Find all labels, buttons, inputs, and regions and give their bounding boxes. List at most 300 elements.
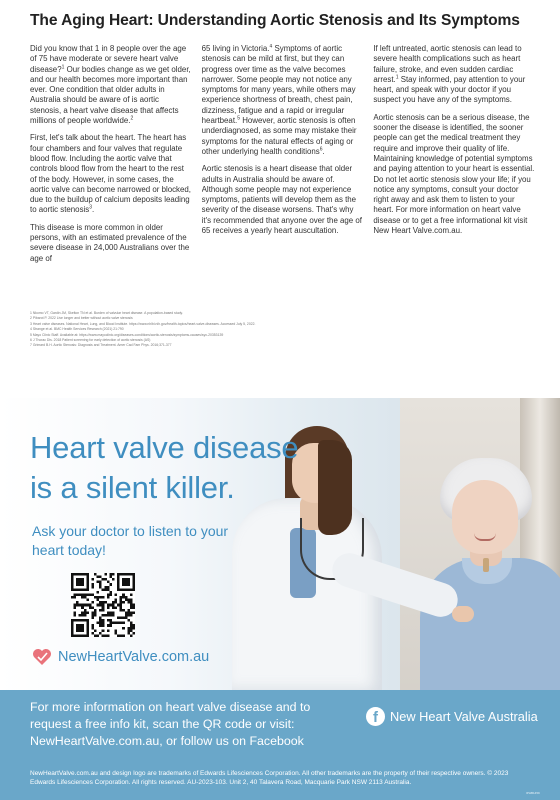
qr-module: [71, 596, 74, 599]
qr-module: [132, 624, 135, 627]
qr-module: [91, 586, 94, 589]
qr-module: [97, 576, 100, 579]
qr-module: [97, 596, 100, 599]
qr-module: [102, 622, 105, 625]
legal-text: NewHeartValve.com.au and design logo are trademarks of Edwards Lifesciences Corporation. All other trademarks are the property of their respective owners. © 2023 Edwards Lifesciences Corporation. All rights reserved. AU-2023-103. Unit 2, 40 Talavera Road, Macquarie Park NSW 2113 Australia.: [30, 770, 509, 787]
facebook-link[interactable]: [366, 707, 538, 726]
qr-module: [71, 619, 74, 622]
qr-module: [132, 632, 135, 635]
qr-module: [122, 627, 125, 630]
qr-module: [127, 611, 130, 614]
qr-module: [81, 627, 84, 630]
qr-module: [127, 619, 130, 622]
qr-module: [127, 583, 130, 586]
qr-module: [86, 576, 89, 579]
qr-module: [74, 606, 77, 609]
qr-module: [86, 588, 89, 591]
qr-module: [71, 588, 74, 591]
qr-module: [84, 614, 87, 617]
qr-module: [102, 609, 105, 612]
paragraph: Did you know that 1 in 8 people over the age of 75 have moderate or severe heart valve disease?$^1$ Our bodies change as we get older, and our health becomes more important than ever. One condition that older adults in Australia should be aware of is aortic stenosis, a heart valve disease that affects millions of people worldwide.$^2$: [30, 44, 191, 126]
paragraph: 65 living in Victoria.$^4$ Symptoms of aortic stenosis can be mild at first, but they can progress over time as the valve becomes narrower. Some people may not notice any symptoms for many years, while others may experience shortness of breath, chest pain, dizziness, fatigue and a rapid or irregular heartbeat.$^5$ However, aortic stenosis is often underdiagnosed, as some may mistake their symptoms for the natural effects of aging or other underlying health conditions$^6$.: [201, 44, 357, 156]
qr-module: [71, 622, 74, 625]
reference-item: 4 Strange et al. BMC Health Services Research (2021) 21:790: [30, 327, 124, 332]
qr-module: [117, 578, 120, 581]
qr-module: [79, 588, 82, 591]
qr-module: [86, 573, 89, 576]
qr-module: [120, 617, 123, 620]
qr-module: [91, 617, 94, 620]
qr-module: [122, 573, 125, 576]
qr-module: [120, 622, 123, 625]
qr-module: [91, 606, 94, 609]
qr-module: [130, 624, 133, 627]
qr-module: [76, 624, 79, 627]
qr-module: [122, 578, 125, 581]
qr-module: [102, 624, 105, 627]
qr-module: [74, 614, 77, 617]
qr-module: [89, 604, 92, 607]
qr-module: [71, 586, 74, 589]
qr-module: [104, 573, 107, 576]
qr-module: [76, 578, 79, 581]
qr-module: [107, 629, 110, 632]
qr-module: [84, 596, 87, 599]
qr-module: [122, 617, 125, 620]
glasses-arm: [483, 558, 489, 572]
qr-module: [99, 617, 102, 620]
qr-module: [102, 619, 105, 622]
qr-module: [125, 611, 128, 614]
qr-module: [132, 578, 135, 581]
qr-module: [97, 591, 100, 594]
paragraph: If left untreated, aortic stenosis can lead to severe health complications such as heart failure, stroke, and even sudden cardiac arrest.$^1$ Stay informed, pay attention to your heart, and speak with your doctor if you suspect you have any of the symptoms.: [373, 44, 526, 105]
qr-module: [127, 614, 130, 617]
qr-module: [84, 593, 87, 596]
qr-module: [132, 576, 135, 579]
qr-module: [76, 619, 79, 622]
qr-module: [76, 588, 79, 591]
document-code: IPHB1459: [526, 791, 540, 795]
qr-module: [107, 611, 110, 614]
qr-module: [89, 606, 92, 609]
qr-module: [104, 586, 107, 589]
hero-headline: Heart valve disease is a silent killer.: [30, 430, 299, 505]
qr-module: [79, 634, 82, 637]
qr-module: [107, 593, 110, 596]
qr-module: [79, 624, 82, 627]
qr-module: [99, 576, 102, 579]
qr-module: [132, 583, 135, 586]
qr-module: [117, 588, 120, 591]
qr-module: [86, 599, 89, 602]
qr-module: [71, 576, 74, 579]
qr-module: [115, 622, 118, 625]
qr-module: [104, 601, 107, 604]
paragraph: Aortic stenosis is a heart disease that older adults in Australia should be aware of. Although some people may not experience symptoms, patients will develop them as the severity of the disease worsens. That's why it's recommended that anyone over the age of 65 receives a yearly heart auscultation.: [201, 164, 362, 236]
qr-module: [125, 599, 128, 602]
qr-module: [79, 629, 82, 632]
qr-module: [76, 627, 79, 630]
qr-module: [109, 593, 112, 596]
qr-module: [81, 573, 84, 576]
qr-module: [79, 604, 82, 607]
qr-module: [102, 601, 105, 604]
qr-module: [115, 601, 118, 604]
qr-module: [99, 581, 102, 584]
qr-module: [79, 627, 82, 630]
qr-module: [86, 578, 89, 581]
qr-module: [86, 619, 89, 622]
qr-module: [120, 573, 123, 576]
qr-module: [107, 586, 110, 589]
qr-module: [79, 593, 82, 596]
qr-module: [132, 573, 135, 576]
article-title: The Aging Heart: Understanding Aortic Stenosis and Its Symptoms: [30, 12, 520, 29]
qr-module: [91, 632, 94, 635]
qr-module: [74, 593, 77, 596]
qr-module: [115, 629, 118, 632]
qr-module: [74, 619, 77, 622]
references: [30, 311, 410, 349]
qr-code[interactable]: [71, 573, 135, 637]
qr-module: [79, 619, 82, 622]
qr-module: [99, 596, 102, 599]
qr-module: [120, 634, 123, 637]
qr-module: [127, 599, 130, 602]
qr-module: [125, 588, 128, 591]
qr-module: [130, 614, 133, 617]
qr-module: [120, 606, 123, 609]
qr-module: [84, 588, 87, 591]
qr-module: [130, 573, 133, 576]
qr-module: [107, 596, 110, 599]
qr-module: [127, 629, 130, 632]
qr-module: [122, 622, 125, 625]
qr-module: [102, 604, 105, 607]
qr-module: [109, 611, 112, 614]
reference-item: 5 Mayo Clinic Staff. Available at: https://www.mayoclinic.org/diseases-conditions/aortic-stenosis/symptoms-causes/syc-20353139: [30, 332, 224, 337]
qr-module: [109, 576, 112, 579]
qr-module: [86, 611, 89, 614]
qr-module: [117, 581, 120, 584]
qr-module: [86, 629, 89, 632]
qr-module: [115, 593, 118, 596]
qr-module: [122, 601, 125, 604]
qr-module: [104, 578, 107, 581]
qr-module: [122, 596, 125, 599]
qr-module: [125, 617, 128, 620]
qr-module: [120, 588, 123, 591]
column-1: [30, 44, 192, 330]
qr-module: [117, 573, 120, 576]
qr-module: [107, 588, 110, 591]
qr-module: [81, 604, 84, 607]
qr-module: [84, 611, 87, 614]
qr-module: [102, 614, 105, 617]
qr-module: [99, 609, 102, 612]
qr-module: [99, 586, 102, 589]
qr-module: [71, 634, 74, 637]
doctor-hand: [452, 606, 474, 622]
qr-module: [120, 609, 123, 612]
qr-module: [86, 627, 89, 630]
qr-module: [86, 581, 89, 584]
qr-module: [125, 596, 128, 599]
qr-module: [79, 573, 82, 576]
qr-module: [91, 601, 94, 604]
qr-module: [127, 601, 130, 604]
qr-module: [94, 629, 97, 632]
qr-module: [102, 578, 105, 581]
qr-module: [74, 588, 77, 591]
qr-module: [86, 593, 89, 596]
qr-module: [117, 634, 120, 637]
qr-module: [81, 596, 84, 599]
heart-logo-icon: [32, 648, 52, 666]
qr-module: [81, 614, 84, 617]
qr-module: [112, 573, 115, 576]
qr-module: [97, 604, 100, 607]
qr-module: [127, 627, 130, 630]
qr-module: [81, 606, 84, 609]
qr-module: [130, 604, 133, 607]
qr-module: [127, 609, 130, 612]
qr-module: [130, 627, 133, 630]
qr-module: [109, 591, 112, 594]
qr-module: [76, 581, 79, 584]
qr-module: [120, 604, 123, 607]
qr-module: [120, 599, 123, 602]
qr-module: [117, 604, 120, 607]
reference-item: 3 Heart valve diseases. National Heart, Lung, and Blood Institute. https://www.nhlbi.nih.gov/health-topics/heart-valve-diseases. Accessed July 5, 2022.: [30, 321, 256, 326]
qr-module: [127, 581, 130, 584]
qr-module: [76, 601, 79, 604]
qr-module: [112, 622, 115, 625]
qr-module: [86, 632, 89, 635]
qr-module: [122, 609, 125, 612]
qr-module: [102, 588, 105, 591]
qr-module: [125, 583, 128, 586]
qr-module: [122, 581, 125, 584]
qr-module: [130, 622, 133, 625]
banner-cta: For more information on heart valve disease and to request a free info kit, scan the QR code or visit: NewHeartValve.com.au, or follow us on Facebook: [30, 700, 311, 748]
qr-module: [81, 619, 84, 622]
qr-module: [84, 619, 87, 622]
qr-module: [91, 614, 94, 617]
qr-module: [99, 619, 102, 622]
qr-module: [130, 593, 133, 596]
brand-logo[interactable]: [32, 648, 209, 666]
qr-module: [102, 634, 105, 637]
qr-module: [102, 596, 105, 599]
qr-module: [109, 624, 112, 627]
article-body: [30, 44, 535, 330]
qr-module: [99, 583, 102, 586]
qr-module: [81, 583, 84, 586]
qr-module: [94, 634, 97, 637]
qr-module: [71, 573, 74, 576]
qr-module: [97, 599, 100, 602]
column-3: [373, 44, 535, 330]
qr-module: [97, 622, 100, 625]
qr-module: [97, 581, 100, 584]
qr-module: [109, 583, 112, 586]
reference-item: 1 Nkomo VT, Gardin JM, Skelton TN et al. Burden of valvular heart disease. A population-based study.: [30, 311, 183, 315]
qr-module: [71, 578, 74, 581]
reference-item: 2 Pibarot P. 2022 Live longer and better without aortic valve stenosis: [30, 316, 133, 321]
qr-module: [130, 629, 133, 632]
qr-module: [132, 586, 135, 589]
qr-module: [109, 573, 112, 576]
qr-module: [102, 606, 105, 609]
qr-module: [127, 578, 130, 581]
qr-module: [71, 583, 74, 586]
facebook-label: New Heart Valve Australia: [390, 709, 538, 724]
qr-module: [112, 606, 115, 609]
qr-module: [94, 614, 97, 617]
qr-module: [99, 624, 102, 627]
qr-module: [71, 624, 74, 627]
qr-module: [74, 596, 77, 599]
qr-module: [115, 606, 118, 609]
qr-module: [122, 588, 125, 591]
qr-module: [130, 606, 133, 609]
qr-module: [117, 586, 120, 589]
qr-module: [86, 634, 89, 637]
qr-module: [125, 578, 128, 581]
qr-module: [127, 588, 130, 591]
qr-module: [132, 581, 135, 584]
qr-module: [115, 599, 118, 602]
qr-module: [107, 581, 110, 584]
qr-module: [99, 632, 102, 635]
qr-module: [97, 634, 100, 637]
qr-module: [112, 578, 115, 581]
qr-module: [81, 611, 84, 614]
qr-module: [79, 578, 82, 581]
qr-module: [91, 578, 94, 581]
qr-module: [81, 593, 84, 596]
qr-module: [104, 634, 107, 637]
qr-module: [81, 634, 84, 637]
footer-banner: [0, 690, 560, 800]
qr-module: [81, 629, 84, 632]
column-2: [202, 44, 364, 330]
qr-module: [71, 632, 74, 635]
qr-module: [122, 634, 125, 637]
qr-module: [91, 624, 94, 627]
qr-module: [81, 588, 84, 591]
qr-module: [112, 611, 115, 614]
qr-module: [109, 604, 112, 607]
qr-module: [120, 596, 123, 599]
qr-module: [74, 634, 77, 637]
qr-module: [104, 588, 107, 591]
qr-module: [76, 583, 79, 586]
qr-module: [86, 583, 89, 586]
qr-module: [94, 596, 97, 599]
qr-module: [109, 622, 112, 625]
qr-module: [74, 611, 77, 614]
qr-module: [132, 611, 135, 614]
qr-module: [84, 573, 87, 576]
qr-module: [94, 611, 97, 614]
qr-module: [107, 624, 110, 627]
qr-module: [117, 617, 120, 620]
brand-url: NewHeartValve.com.au: [58, 649, 210, 665]
reference-item: 6 J Thorac Dis. 2018 Patient screening for early detection of aortic stenosis (AS): [30, 338, 151, 343]
qr-module: [84, 609, 87, 612]
qr-module: [130, 611, 133, 614]
qr-module: [86, 624, 89, 627]
qr-module: [79, 581, 82, 584]
qr-module: [91, 627, 94, 630]
facebook-icon: f: [366, 707, 385, 726]
paragraph: Aortic stenosis can be a serious disease, the sooner the disease is identified, the sooner people can get the medical treatment they require and improve their quality of life. Maintaining knowledge of potential symptoms and paying attention to your heart is essential. Do not let aortic stenosis slow your life; if you notice any symptoms, consult your doctor right away and ask them to listen to your heart. For more information on heart valve disease or to get a free informational kit visit New Heart Valve.com.au.: [373, 112, 535, 236]
qr-module: [107, 614, 110, 617]
qr-module: [132, 606, 135, 609]
qr-module: [89, 593, 92, 596]
qr-module: [79, 614, 82, 617]
qr-module: [117, 576, 120, 579]
qr-module: [122, 583, 125, 586]
reference-item: 7 Grimard B.H. Aortic Stenosis: Diagnosis and Treatment. Amer Cad Fam Phys. 2016;371-377: [30, 343, 172, 348]
qr-module: [81, 581, 84, 584]
qr-module: [71, 627, 74, 630]
qr-module: [71, 629, 74, 632]
qr-module: [81, 578, 84, 581]
qr-module: [84, 604, 87, 607]
qr-module: [125, 573, 128, 576]
qr-module: [112, 604, 115, 607]
qr-module: [79, 583, 82, 586]
qr-module: [76, 634, 79, 637]
qr-module: [99, 601, 102, 604]
hero-photo: [0, 398, 560, 690]
qr-module: [76, 593, 79, 596]
hero-subheadline: Ask your doctor to listen to your heart today!: [32, 523, 229, 558]
qr-module: [130, 601, 133, 604]
qr-module: [107, 619, 110, 622]
qr-module: [130, 588, 133, 591]
qr-module: [84, 634, 87, 637]
qr-module: [74, 573, 77, 576]
qr-module: [130, 599, 133, 602]
qr-module: [81, 624, 84, 627]
qr-module: [117, 583, 120, 586]
qr-module: [120, 601, 123, 604]
qr-module: [99, 622, 102, 625]
qr-module: [74, 604, 77, 607]
qr-module: [86, 604, 89, 607]
qr-module: [76, 604, 79, 607]
qr-module: [122, 593, 125, 596]
qr-module: [132, 588, 135, 591]
qr-module: [94, 573, 97, 576]
paragraph: First, let's talk about the heart. The heart has four chambers and four valves that regulate blood flow. Including the aortic valve that controls blood flow from the heart to the rest of the body. However, in some cases, the aortic valve can become narrowed or blocked, due to the buildup of calcium deposits leading to aortic stenosis$^3$.: [30, 133, 191, 215]
qr-module: [76, 629, 79, 632]
qr-module: [117, 622, 120, 625]
qr-module: [91, 593, 94, 596]
qr-module: [127, 573, 130, 576]
qr-module: [76, 573, 79, 576]
qr-module: [107, 604, 110, 607]
qr-module: [86, 622, 89, 625]
qr-module: [115, 632, 118, 635]
qr-module: [99, 604, 102, 607]
qr-module: [109, 614, 112, 617]
